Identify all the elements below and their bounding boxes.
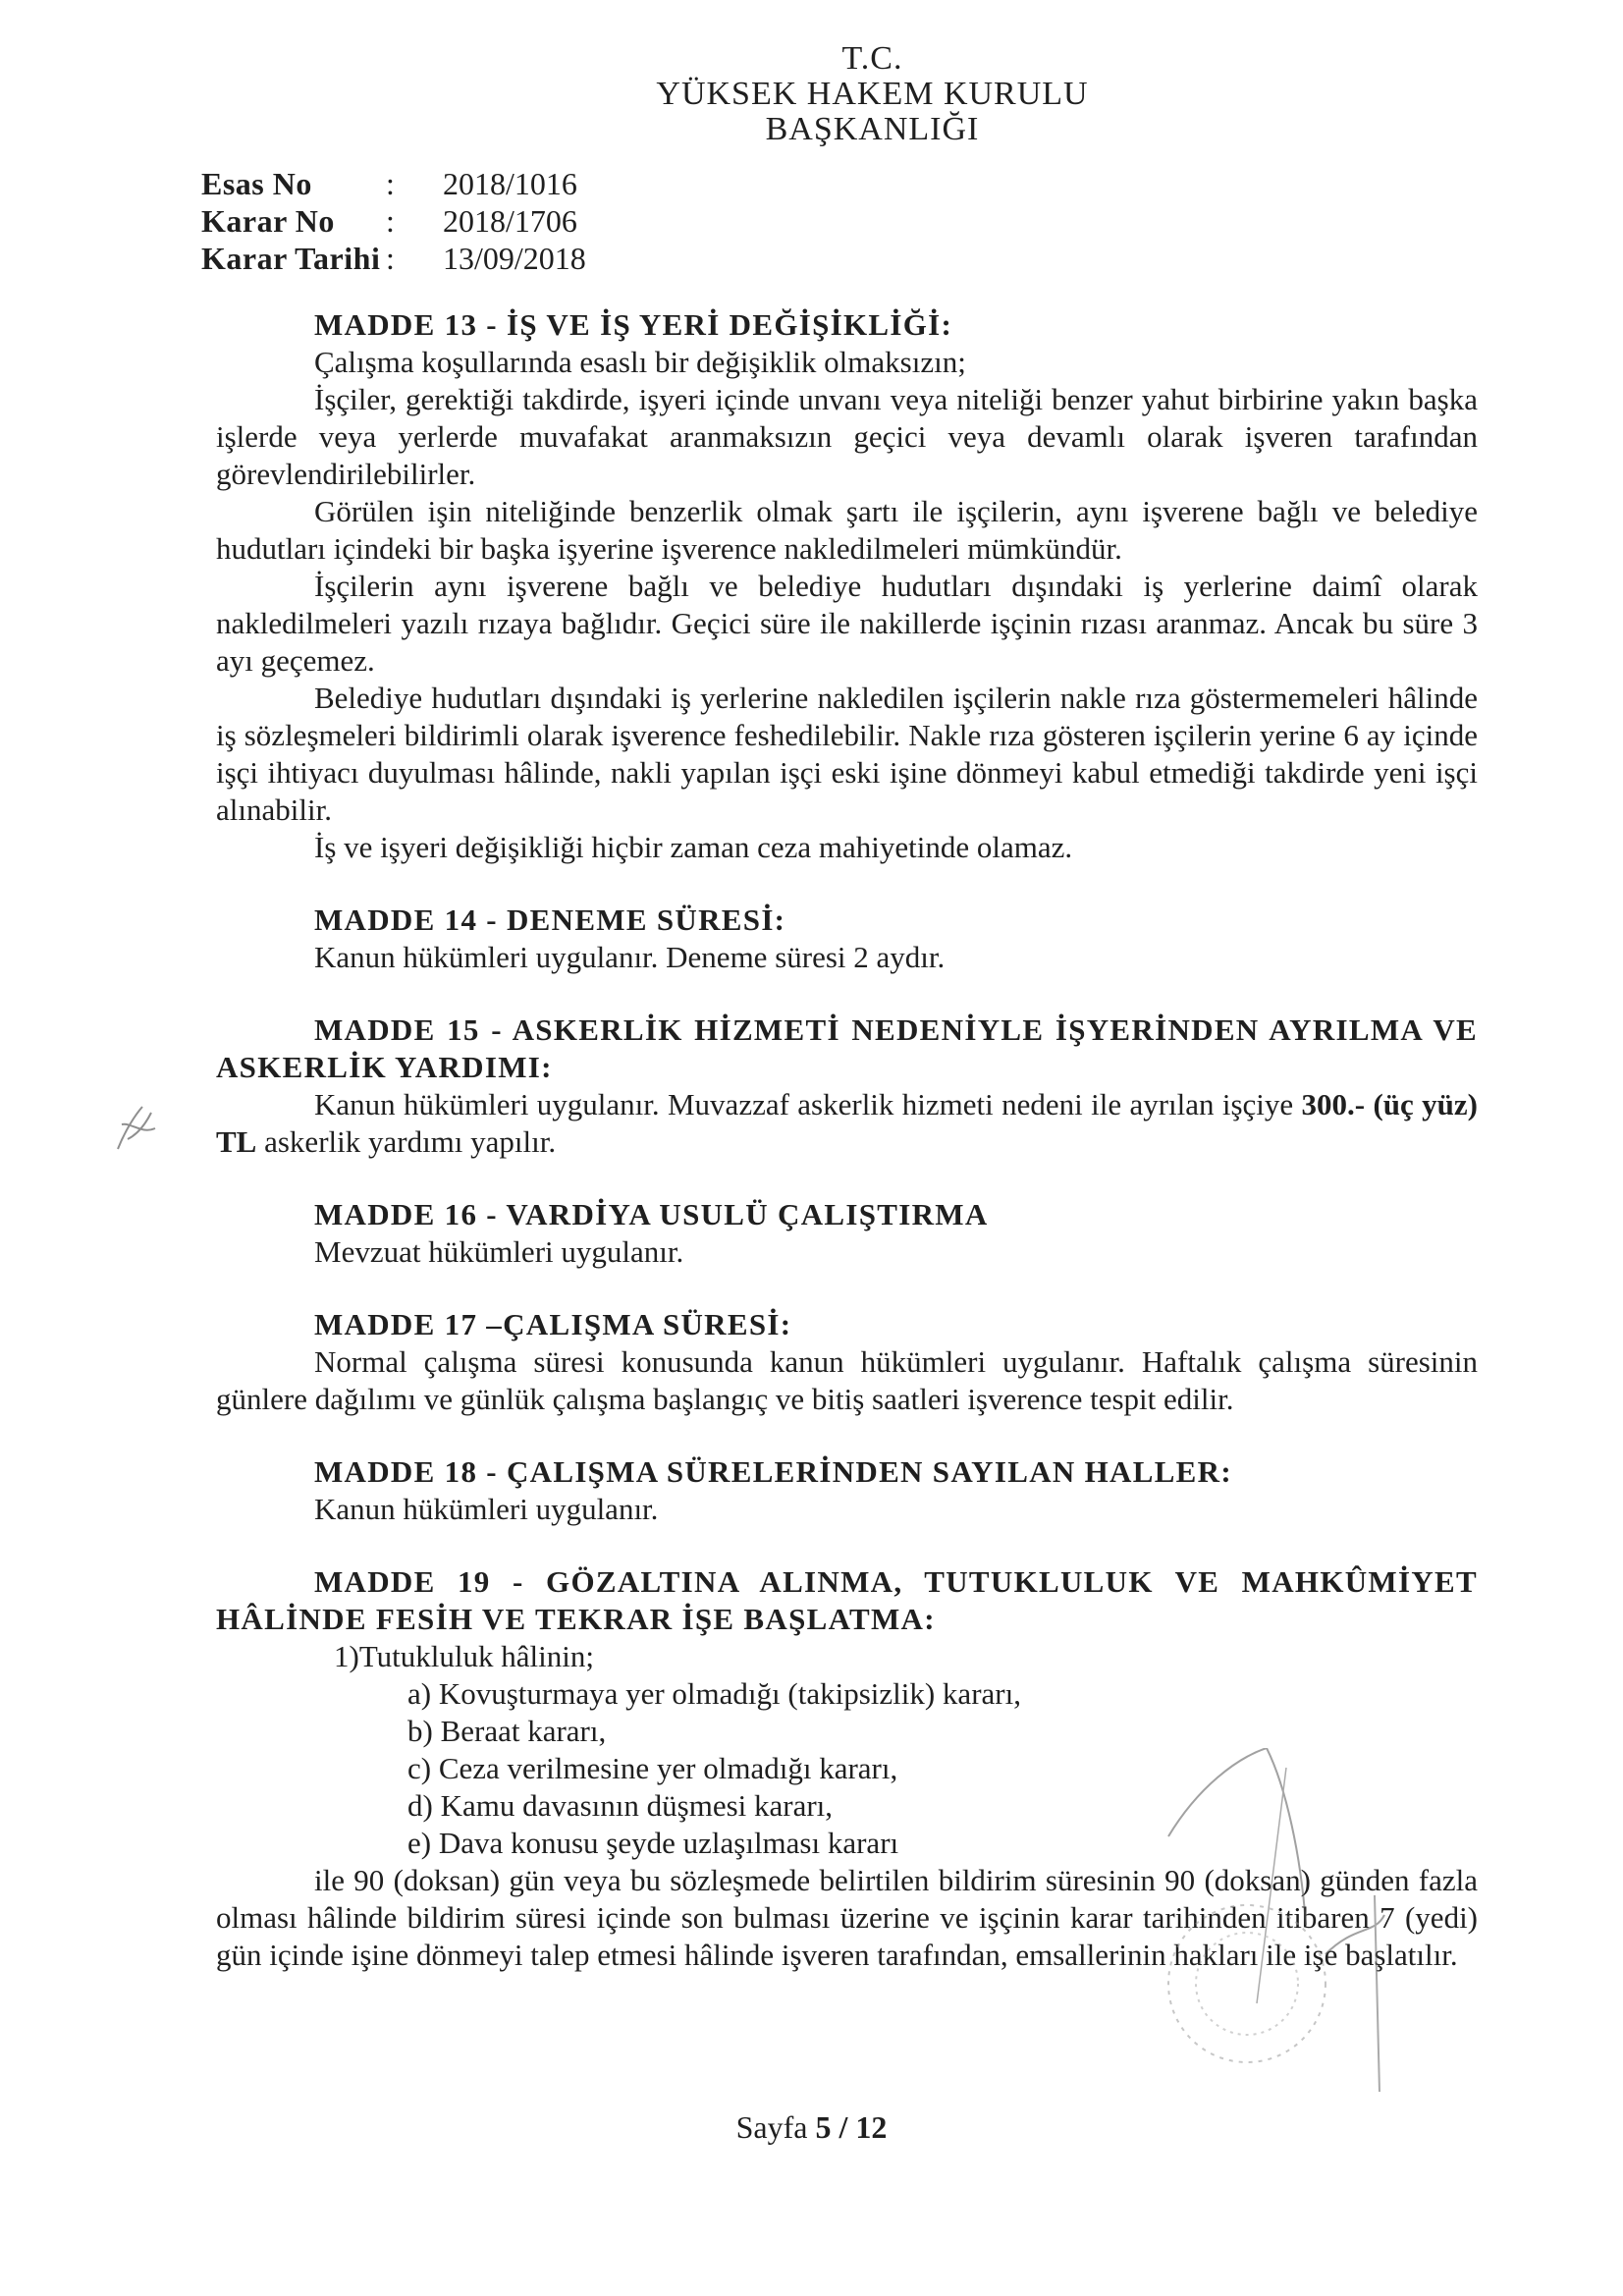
karar-no-label: Karar No [201, 203, 335, 239]
article-paragraph: ile 90 (doksan) gün veya bu sözleşmede belirtilen bildirim süresinin 90 (doksan) günden fazla olması hâlinde bildirim süresi içinde son bulması üzerine ve işçinin karar tarihinden itibaren 7 (yedi) gün içinde işine dönmeyi talep etmesi hâlinde işveren tarafından, emsallerinin hakları ile işe başlatılır. [216, 1863, 1478, 1972]
paragraph-text: Kanun hükümleri uygulanır. Muvazzaf askerlik hizmeti nedeni ile ayrılan işçiye [314, 1087, 1302, 1121]
esas-no-label: Esas No [201, 166, 312, 201]
article-18 [216, 1453, 1478, 1528]
page-label: Sayfa [735, 2109, 808, 2145]
article-paragraph: Kanun hükümleri uygulanır. [314, 1492, 659, 1526]
article-paragraph: Kanun hükümleri uygulanır. Deneme süresi 2 aydır. [314, 940, 946, 974]
separator: : [386, 241, 395, 276]
case-info [201, 165, 586, 277]
allowance-amount: 300.- (üç yüz) TL [216, 1087, 1478, 1159]
article-13 [216, 306, 1478, 866]
case-info-row-tarih [201, 240, 586, 277]
esas-no-value: 2018/1016 [443, 166, 577, 201]
list-item: e) Dava konusu şeyde uzlaşılması kararı [407, 1826, 899, 1860]
handwritten-initials-icon [108, 1095, 167, 1164]
karar-tarihi-label: Karar Tarihi [201, 241, 381, 276]
article-15 [216, 1011, 1478, 1161]
article-title: MADDE 13 - İŞ VE İŞ YERİ DEĞİŞİKLİĞİ: [314, 307, 953, 342]
case-info-row-esas [201, 165, 586, 202]
article-16 [216, 1196, 1478, 1271]
article-paragraph: Normal çalışma süresi konusunda kanun hükümleri uygulanır. Haftalık çalışma süresinin günlere dağılımı ve günlük çalışma başlangıç ve bitiş saatleri işverence tespit edilir. [216, 1344, 1478, 1416]
article-title: MADDE 15 - ASKERLİK HİZMETİ NEDENİYLE İŞYERİNDEN AYRILMA VE ASKERLİK YARDIMI: [216, 1012, 1478, 1084]
article-paragraph: İşçiler, gerektiği takdirde, işyeri içinde unvanı veya niteliği benzer yahut birbirine yakın başka işlerde veya yerlerde muvafakat aranmaksızın geçici veya devamlı olarak işveren tarafından görevlendirilebilirler. [216, 382, 1478, 491]
article-paragraph: İşçilerin aynı işverene bağlı ve belediye hudutları dışındaki iş yerlerine daimî olarak nakledilmeleri yazılı rızaya bağlıdır. Geçici süre ile nakillerde işçinin rızası aranmaz. Ancak bu süre 3 ayı geçemez. [216, 569, 1478, 678]
header-line-1: T.C. [841, 40, 903, 77]
article-paragraph: Çalışma koşullarında esaslı bir değişiklik olmaksızın; [314, 345, 966, 379]
article-paragraph: İş ve işyeri değişikliği hiçbir zaman ceza mahiyetinde olamaz. [314, 830, 1073, 864]
article-paragraph [216, 1086, 1478, 1161]
paragraph-text: askerlik yardımı yapılır. [256, 1124, 557, 1159]
official-seal-icon [1139, 1748, 1434, 2102]
article-title: MADDE 18 - ÇALIŞMA SÜRELERİNDEN SAYILAN HALLER: [314, 1454, 1232, 1489]
article-paragraph: Belediye hudutları dışındaki iş yerlerine nakledilen işçilerin nakle rıza göstermemeleri hâlinde iş sözleşmeleri bildirimli olarak işverence feshedilebilir. Nakle rıza gösteren işçilerin yerine 6 ay içinde işçi ihtiyacı duyulması hâlinde, nakli yapılan işçi eski işine dönmeyi kabul etmediği takdirde yeni işçi alınabilir. [216, 681, 1478, 827]
article-title: MADDE 14 - DENEME SÜRESİ: [314, 902, 786, 937]
list-intro: 1)Tutukluluk hâlinin; [334, 1639, 594, 1673]
header-line-3: BAŞKANLIĞI [765, 111, 980, 147]
list-item: a) Kovuşturmaya yer olmadığı (takipsizlik) kararı, [407, 1676, 1021, 1711]
case-info-row-karar [201, 202, 586, 240]
article-paragraph: Görülen işin niteliğinde benzerlik olmak şartı ile işçilerin, aynı işverene bağlı ve belediye hudutları içindeki bir başka işyerine işverence nakledilmeleri mümkündür. [216, 494, 1478, 566]
article-title: MADDE 19 - GÖZALTINA ALINMA, TUTUKLULUK VE MAHKÛMİYET HÂLİNDE FESİH VE TEKRAR İŞE BAŞLATMA: [216, 1564, 1478, 1636]
article-paragraph: Mevzuat hükümleri uygulanır. [314, 1234, 684, 1269]
article-title: MADDE 17 –ÇALIŞMA SÜRESİ: [314, 1307, 792, 1341]
article-14 [216, 902, 1478, 976]
page-footer [0, 2109, 1623, 2146]
document-header [0, 41, 1623, 147]
list-item: c) Ceza verilmesine yer olmadığı kararı, [407, 1751, 898, 1785]
separator: : [386, 203, 395, 239]
page-number: 5 / 12 [815, 2109, 888, 2145]
karar-no-value: 2018/1706 [443, 203, 577, 239]
list-item: b) Beraat kararı, [407, 1714, 607, 1748]
document-body [216, 306, 1478, 1974]
separator: : [386, 166, 395, 201]
article-title: MADDE 16 - VARDİYA USULÜ ÇALIŞTIRMA [314, 1197, 989, 1231]
header-line-2: YÜKSEK HAKEM KURULU [656, 76, 1089, 112]
karar-tarihi-value: 13/09/2018 [443, 241, 586, 276]
article-17 [216, 1306, 1478, 1418]
list-item: d) Kamu davasının düşmesi kararı, [407, 1788, 834, 1823]
